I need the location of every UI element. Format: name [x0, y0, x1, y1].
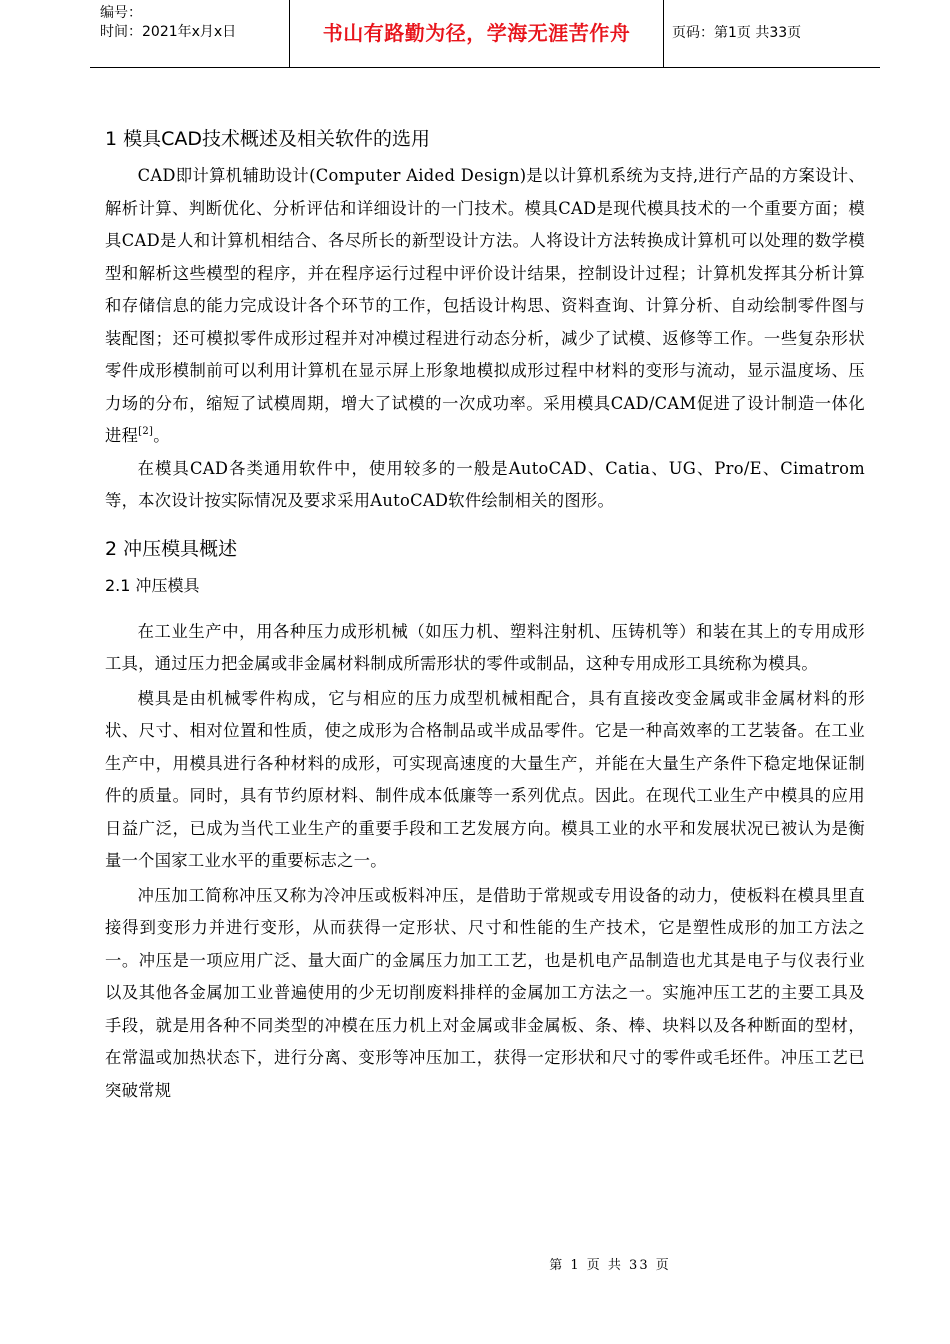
header-meta	[90, 0, 290, 67]
document-body	[105, 120, 865, 1107]
citation-ref: [2]	[138, 426, 154, 437]
subsection-2-1-title: 2.1 冲压模具	[105, 575, 200, 595]
paragraph-end-mark: 。	[153, 426, 170, 445]
paragraph-mold-definition: 在工业生产中，用各种压力成形机械（如压力机、塑料注射机、压铸机等）和装在其上的专用成形工具，通过压力把金属或非金属材料制成所需形状的零件或制品，这种专用成形工具统称为模具。	[105, 621, 865, 673]
paragraph-cad-software: 在模具CAD各类通用软件中，使用较多的一般是AutoCAD、Catia、UG、Pro/E、Cimatrom等，本次设计按实际情况及要求采用AutoCAD软件绘制相关的图形。	[105, 458, 865, 510]
page-footer: 第 1 页 共 33 页	[549, 1258, 671, 1273]
paragraph-cad-overview	[105, 160, 865, 453]
section-1-title: 1 模具CAD技术概述及相关软件的选用	[105, 128, 431, 150]
document-number-label: 编号：	[100, 5, 142, 21]
paragraph-cad-overview-text: CAD即计算机辅助设计(Computer Aided Design)是以计算机系统为支持,进行产品的方案设计、解析计算、判断优化、分析评估和详细设计的一门技术。模具CAD是现代模具技术的一个重要方面；模具CAD是人和计算机相结合、各尽所长的新型设计方法。人将设计方法转换成计算机可以处理的数学模型和解析这些模型的程序，并在程序运行过程中评价设计结果，控制设计过程；计算机发挥其分析计算和存储信息的能力完成设计各个环节的工作，包括设计构思、资料查询、计算分析、自动绘制零件图与装配图；还可模拟零件成形过程并对冲模过程进行动态分析，减少了试模、返修等工作。一些复杂形状零件成形模制前可以利用计算机在显示屏上形象地模拟成形过程中材料的变形与流动，显示温度场、压力场的分布，缩短了试模周期，增大了试模的一次成功率。采用模具CAD/CAM促进了设计制造一体化进程	[105, 166, 865, 445]
paragraph-stamping-process: 冲压加工简称冲压又称为冷冲压或板料冲压，是借助于常规或专用设备的动力，使板料在模具里直接得到变形力并进行变形，从而获得一定形状、尺寸和性能的生产技术，它是塑性成形的加工方法之一。冲压是一项应用广泛、量大面广的金属压力加工工艺，也是机电产品制造也尤其是电子与仪表行业以及其他各金属加工业普遍使用的少无切削废料排样的金属加工方法之一。实施冲压工艺的主要工具及手段，就是用各种不同类型的冲模在压力机上对金属或非金属板、条、棒、块料以及各种断面的型材，在常温或加热状态下，进行分离、变形等冲压加工，获得一定形状和尺寸的零件或毛坯件。冲压工艺已突破常规	[105, 885, 865, 1100]
paragraph-mold-importance: 模具是由机械零件构成，它与相应的压力成型机械相配合，具有直接改变金属或非金属材料的形状、尺寸、相对位置和性质，使之成形为合格制品或半成品零件。它是一种高效率的工艺装备。在工业生产中，用模具进行各种材料的成形，可实现高速度的大量生产，并能在大量生产条件下稳定地保证制件的质量。同时，具有节约原材料、制件成本低廉等一系列优点。因此。在现代工业生产中模具的应用日益广泛，已成为当代工业生产的重要手段和工艺发展方向。模具工业的水平和发展状况已被认为是衡量一个国家工业水平的重要标志之一。	[105, 688, 865, 870]
header-motto: 书山有路勤为径，学海无涯苦作舟	[290, 0, 664, 67]
page-header	[90, 0, 880, 68]
section-2-title: 2 冲压模具概述	[105, 537, 238, 560]
document-date: 时间：2021年x月x日	[100, 24, 237, 40]
header-page-info: 页码：第1页 共33页	[672, 25, 802, 41]
